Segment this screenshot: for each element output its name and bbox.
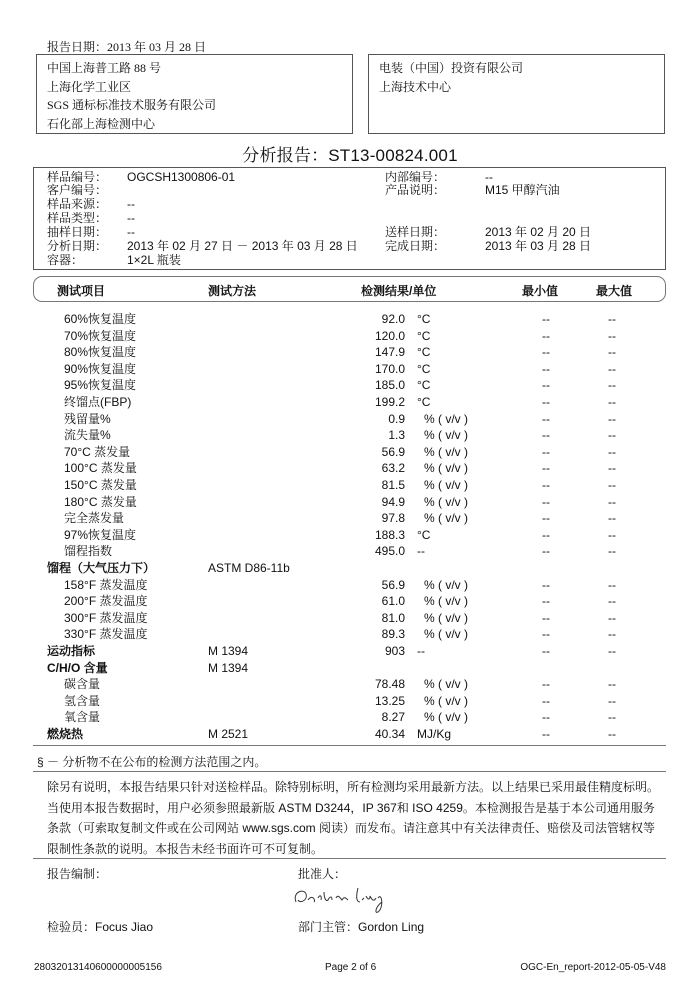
divider (33, 858, 666, 859)
row-result-unit: % ( v/v ) (424, 610, 468, 625)
row-result-value: 120.0 (374, 328, 405, 343)
form-code: OGC-En_report-2012-05-05-V48 (520, 962, 666, 973)
footnote: § － 分析物不在公布的检测方法范围之内。 (37, 755, 267, 769)
product-label: 产品说明： (385, 183, 446, 197)
row-min-value: -- (542, 444, 550, 459)
row-min-value: -- (542, 511, 550, 526)
row-test-item: 燃烧热 (47, 727, 84, 741)
row-result-unit: % ( v/v ) (424, 444, 468, 459)
row-result-unit: °C (417, 328, 431, 343)
table-row (0, 626, 700, 643)
row-test-item: 碳含量 (64, 677, 101, 692)
report-code: 28032013140600000005156 (34, 962, 162, 973)
client-address-line: 中国上海普工路 88 号 (47, 61, 162, 75)
row-result-unit: °C (417, 378, 431, 393)
inspector-name: 检验员：Focus Jiao (47, 920, 154, 934)
row-result-value: 903 (384, 644, 405, 658)
row-min-value: -- (542, 627, 550, 642)
table-row (0, 411, 700, 428)
row-max-value: -- (608, 594, 616, 609)
row-result-unit: °C (417, 345, 431, 360)
row-min-value: -- (542, 577, 550, 592)
row-min-value: -- (542, 328, 550, 343)
row-min-value: -- (542, 727, 550, 741)
row-min-value: -- (542, 527, 550, 542)
table-row (0, 328, 700, 345)
row-max-value: -- (608, 710, 616, 725)
table-row (0, 477, 700, 494)
table-row (0, 394, 700, 411)
header-test-method: 测试方法 (208, 284, 257, 298)
row-test-item: 330°F 蒸发温度 (64, 627, 148, 642)
client-address-line: 上海化学工业区 (47, 80, 132, 94)
table-row (0, 660, 700, 677)
container-label: 容器： (47, 253, 84, 267)
row-result-value: 56.9 (381, 577, 405, 592)
row-test-item: 70%恢复温度 (64, 328, 137, 343)
row-test-item: 氧含量 (64, 710, 101, 725)
row-max-value: -- (608, 461, 616, 476)
row-result-unit: % ( v/v ) (424, 428, 468, 443)
row-result-value: 81.0 (381, 610, 405, 625)
page-title: 分析报告：ST13-00824.001 (242, 146, 458, 165)
row-max-value: -- (608, 361, 616, 376)
row-result-value: 185.0 (374, 378, 405, 393)
table-row (0, 494, 700, 511)
row-result-unit: % ( v/v ) (424, 494, 468, 509)
row-test-item: 70°C 蒸发量 (64, 444, 131, 459)
report-date: 报告日期：2013 年 03 月 28 日 (47, 40, 207, 54)
row-min-value: -- (542, 494, 550, 509)
row-test-item: 180°C 蒸发量 (64, 494, 137, 509)
table-row (0, 361, 700, 378)
row-test-method: M 1394 (208, 644, 249, 658)
internal-no-value: -- (485, 170, 493, 184)
row-test-item: C/H/O 含量 (47, 660, 108, 675)
row-min-value: -- (542, 644, 550, 658)
row-result-value: 199.2 (374, 395, 405, 409)
table-row (0, 709, 700, 726)
table-row (0, 510, 700, 527)
type-label: 样品类型： (47, 211, 108, 225)
row-min-value: -- (542, 312, 550, 326)
table-row (0, 676, 700, 693)
manager-name: 部门主管：Gordon Ling (298, 920, 425, 934)
row-test-method: M 1394 (208, 660, 249, 675)
row-min-value: -- (542, 395, 550, 409)
sampling-date-label: 抽样日期： (47, 225, 108, 239)
page-number: Page 2 of 6 (325, 962, 377, 973)
signature-stroke (295, 888, 382, 912)
recipient-line: 上海技术中心 (379, 80, 452, 94)
row-min-value: -- (542, 478, 550, 492)
row-result-value: 56.9 (381, 444, 405, 459)
table-row (0, 560, 700, 577)
row-result-unit: °C (417, 361, 431, 376)
row-result-unit: MJ/Kg (417, 727, 452, 741)
row-result-unit: % ( v/v ) (424, 594, 468, 609)
row-max-value: -- (608, 677, 616, 692)
row-max-value: -- (608, 478, 616, 492)
completion-date-value: 2013 年 03 月 28 日 (485, 239, 592, 253)
row-test-item: 馏程（大气压力下） (47, 561, 156, 575)
table-row (0, 610, 700, 627)
row-max-value: -- (608, 727, 616, 741)
row-result-value: 40.34 (374, 727, 405, 741)
row-test-item: 95%恢复温度 (64, 378, 137, 393)
row-min-value: -- (542, 345, 550, 360)
table-row (0, 344, 700, 361)
row-result-value: 188.3 (374, 527, 405, 542)
row-test-item: 300°F 蒸发温度 (64, 610, 148, 625)
row-result-value: 8.27 (381, 710, 405, 725)
row-result-unit: % ( v/v ) (424, 627, 468, 642)
completion-date-label: 完成日期： (385, 239, 446, 253)
table-header-band (33, 276, 666, 302)
row-result-value: 0.9 (388, 411, 405, 426)
row-result-unit: % ( v/v ) (424, 693, 468, 708)
product-value: M15 甲醇汽油 (485, 183, 560, 197)
recipient-line: 电装（中国）投资有限公司 (379, 61, 524, 75)
row-max-value: -- (608, 527, 616, 542)
row-result-value: 13.25 (374, 693, 405, 708)
row-result-unit: -- (417, 544, 425, 559)
row-result-unit: % ( v/v ) (424, 677, 468, 692)
row-max-value: -- (608, 644, 616, 658)
row-max-value: -- (608, 328, 616, 343)
row-result-value: 63.2 (381, 461, 405, 476)
row-result-unit: % ( v/v ) (424, 710, 468, 725)
row-result-unit: °C (417, 312, 431, 326)
delivery-date-value: 2013 年 02 月 20 日 (485, 225, 592, 239)
row-result-value: 1.3 (388, 428, 405, 443)
table-row (0, 577, 700, 594)
client-no-label: 客户编号： (47, 183, 108, 197)
container-value: 1×2L 瓶装 (127, 253, 181, 267)
row-max-value: -- (608, 577, 616, 592)
row-test-item: 158°F 蒸发温度 (64, 577, 148, 592)
row-test-item: 馏程指数 (64, 544, 113, 559)
row-result-value: 495.0 (374, 544, 405, 559)
analysis-date-value: 2013 年 02 月 27 日 － 2013 年 03 月 28 日 (127, 239, 358, 253)
analysis-date-label: 分析日期： (47, 239, 108, 253)
row-result-unit: -- (417, 644, 425, 658)
client-address-line: SGS 通标标准技术服务有限公司 (47, 98, 217, 112)
row-result-value: 170.0 (374, 361, 405, 376)
row-result-unit: % ( v/v ) (424, 577, 468, 592)
row-min-value: -- (542, 677, 550, 692)
type-value: -- (127, 211, 135, 225)
row-result-unit: °C (417, 395, 431, 409)
sampling-date-value: -- (127, 225, 135, 239)
table-row (0, 460, 700, 477)
table-row (0, 444, 700, 461)
row-test-item: 流失量% (64, 428, 111, 443)
row-min-value: -- (542, 378, 550, 393)
table-row (0, 643, 700, 660)
table-row (0, 427, 700, 444)
row-max-value: -- (608, 511, 616, 526)
header-result-unit: 检测结果/单位 (361, 284, 437, 298)
row-result-value: 97.8 (381, 511, 405, 526)
row-test-item: 残留量% (64, 411, 111, 426)
header-test-item: 测试项目 (57, 284, 106, 298)
row-max-value: -- (608, 444, 616, 459)
row-min-value: -- (542, 594, 550, 609)
row-min-value: -- (542, 411, 550, 426)
row-test-method: M 2521 (208, 727, 249, 741)
row-result-unit: % ( v/v ) (424, 511, 468, 526)
row-result-unit: % ( v/v ) (424, 411, 468, 426)
table-row (0, 726, 700, 743)
row-min-value: -- (542, 610, 550, 625)
table-row (0, 377, 700, 394)
row-test-item: 氢含量 (64, 693, 101, 708)
divider (33, 771, 666, 772)
row-result-value: 147.9 (374, 345, 405, 360)
row-test-item: 90%恢复温度 (64, 361, 137, 376)
row-max-value: -- (608, 494, 616, 509)
row-min-value: -- (542, 461, 550, 476)
row-result-unit: % ( v/v ) (424, 461, 468, 476)
table-row (0, 527, 700, 544)
row-test-item: 运动指标 (47, 644, 96, 658)
row-result-value: 61.0 (381, 594, 405, 609)
row-result-value: 81.5 (381, 478, 405, 492)
row-max-value: -- (608, 544, 616, 559)
table-row (0, 311, 700, 328)
delivery-date-label: 送样日期： (385, 225, 446, 239)
source-label: 样品来源： (47, 197, 108, 211)
header-min: 最小值 (522, 284, 559, 298)
header-max: 最大值 (596, 284, 633, 298)
row-test-item: 完全蒸发量 (64, 511, 125, 526)
row-max-value: -- (608, 378, 616, 393)
row-test-method: ASTM D86-11b (208, 561, 290, 575)
table-row (0, 593, 700, 610)
row-result-value: 89.3 (381, 627, 405, 642)
row-test-item: 终馏点(FBP) (64, 395, 132, 409)
divider (33, 745, 666, 746)
row-max-value: -- (608, 428, 616, 443)
row-result-value: 92.0 (381, 312, 405, 326)
table-row (0, 543, 700, 560)
row-max-value: -- (608, 312, 616, 326)
source-value: -- (127, 197, 135, 211)
row-test-item: 150°C 蒸发量 (64, 478, 137, 492)
table-row (0, 693, 700, 710)
row-result-unit: °C (417, 527, 431, 542)
sample-no-value: OGCSH1300806-01 (127, 170, 236, 184)
row-result-unit: % ( v/v ) (424, 478, 468, 492)
row-test-item: 100°C 蒸发量 (64, 461, 137, 476)
row-test-item: 80%恢复温度 (64, 345, 137, 360)
row-min-value: -- (542, 544, 550, 559)
row-test-item: 60%恢复温度 (64, 312, 137, 326)
row-max-value: -- (608, 345, 616, 360)
approved-by-label: 批准人： (298, 867, 347, 881)
row-min-value: -- (542, 693, 550, 708)
row-max-value: -- (608, 693, 616, 708)
row-min-value: -- (542, 428, 550, 443)
handwritten-signature (290, 878, 400, 918)
row-result-value: 94.9 (381, 494, 405, 509)
row-max-value: -- (608, 411, 616, 426)
row-result-value: 78.48 (374, 677, 405, 692)
row-min-value: -- (542, 361, 550, 376)
client-address-line: 石化部上海检测中心 (47, 117, 156, 131)
row-min-value: -- (542, 710, 550, 725)
row-test-item: 97%恢复温度 (64, 527, 137, 542)
sample-no-label: 样品编号： (47, 170, 108, 184)
row-max-value: -- (608, 627, 616, 642)
row-test-item: 200°F 蒸发温度 (64, 594, 148, 609)
row-max-value: -- (608, 395, 616, 409)
prepared-by-label: 报告编制： (47, 867, 108, 881)
disclaimer-text: 除另有说明，本报告结果只针对送检样品。除特别标明，所有检测均采用最新方法。以上结果已采用最佳精度标明。当使用本报告数据时，用户必须参照最新版 ASTM D3244，IP 367和 ISO 4259。本检测报告是基于本公司通用服务条款（可索取复制文件或在公司网站 www.sgs.com 阅读）而发布。请注意其中有关法律责任、赔偿及司法管辖权等限制性条款的说明。本报告未经书面许可不可复制。 (47, 780, 660, 856)
internal-no-label: 内部编号： (385, 170, 446, 184)
row-max-value: -- (608, 610, 616, 625)
